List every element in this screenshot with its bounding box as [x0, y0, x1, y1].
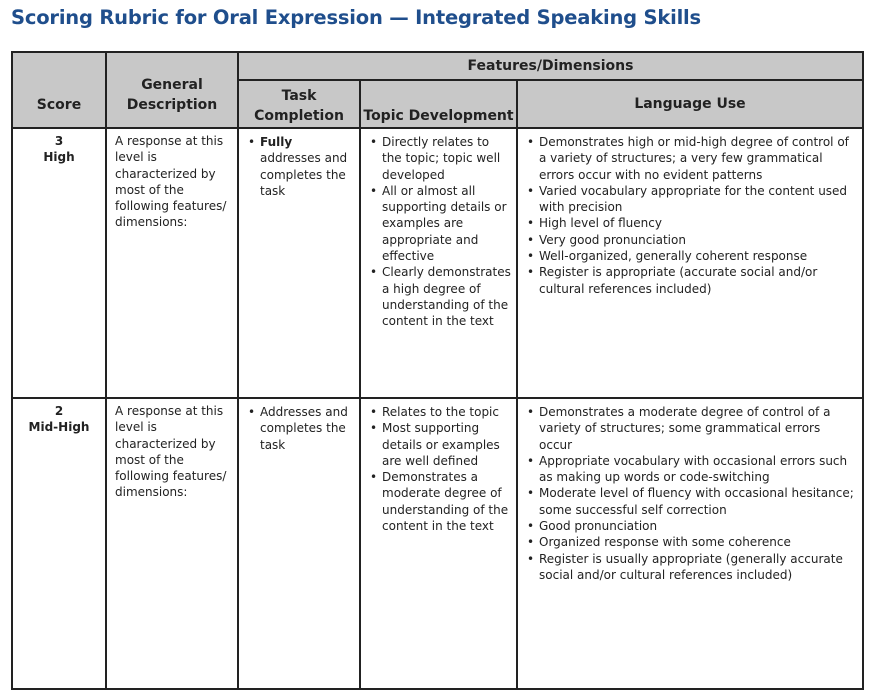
- header-topic-development: Topic Development: [360, 80, 517, 128]
- list-item: • Directly relates to the topic; topic well developed: [382, 134, 511, 183]
- language-cell: [517, 128, 863, 398]
- topic-cell: [360, 398, 517, 689]
- list-item: • High level of fluency: [539, 215, 857, 231]
- task-cell: [238, 128, 360, 398]
- list-item: • Clearly demonstrates a high degree of understanding of the content in the text: [382, 264, 511, 329]
- header-language-use: Language Use: [517, 80, 863, 128]
- list-item: • Organized response with some coherence: [539, 534, 857, 550]
- score-value: 2: [54, 404, 64, 418]
- task-cell: [238, 398, 360, 689]
- list-item: • Well-organized, generally coherent response: [539, 248, 857, 264]
- topic-cell: [360, 128, 517, 398]
- table-row: [12, 128, 863, 398]
- task-text: addresses and completes the task: [260, 151, 348, 198]
- list-item: • All or almost all supporting details or examples are appropriate and effective: [382, 183, 511, 264]
- table-row: [12, 398, 863, 689]
- page-title: Scoring Rubric for Oral Expression — Integrated Speaking Skills: [11, 6, 701, 29]
- list-item: • Moderate level of fluency with occasional hesitance; some successful self correction: [539, 485, 857, 518]
- list-item: • Register is usually appropriate (generally accurate social and/or cultural references included): [539, 551, 857, 584]
- task-text: Addresses and completes the task: [260, 405, 348, 452]
- list-item: • Good pronunciation: [539, 518, 857, 534]
- list-item: • Very good pronunciation: [539, 232, 857, 248]
- header-score: Score: [12, 52, 106, 128]
- description-cell: A response at this level is characterized by most of the following features/ dimensions:: [106, 398, 238, 689]
- list-item: • Demonstrates a moderate degree of understanding of the content in the text: [382, 469, 511, 534]
- task-bold: Fully: [260, 135, 293, 149]
- list-item: • Register is appropriate (accurate social and/or cultural references included): [539, 264, 857, 297]
- rubric-table: [11, 51, 864, 690]
- list-item: • Varied vocabulary appropriate for the content used with precision: [539, 183, 857, 216]
- list-item: • Demonstrates high or mid-high degree of control of a variety of structures; a very few grammatical errors occur with no evident patterns: [539, 134, 857, 183]
- list-item: • Relates to the topic: [382, 404, 511, 420]
- score-cell: [12, 398, 106, 689]
- score-level: High: [43, 150, 75, 165]
- list-item: • Demonstrates a moderate degree of control of a variety of structures; some grammatical errors occur: [539, 404, 857, 453]
- header-features: Features/Dimensions: [238, 52, 863, 80]
- list-item: • Appropriate vocabulary with occasional errors such as making up words or code-switching: [539, 453, 857, 486]
- language-cell: [517, 398, 863, 689]
- description-cell: A response at this level is characterized by most of the following features/ dimensions:: [106, 128, 238, 398]
- score-level: Mid-High: [28, 420, 90, 435]
- score-cell: [12, 128, 106, 398]
- header-task-completion: Task Completion: [238, 80, 360, 128]
- score-value: 3: [54, 134, 64, 148]
- header-general-description: General Description: [106, 52, 238, 128]
- list-item: • Most supporting details or examples are well defined: [382, 420, 511, 469]
